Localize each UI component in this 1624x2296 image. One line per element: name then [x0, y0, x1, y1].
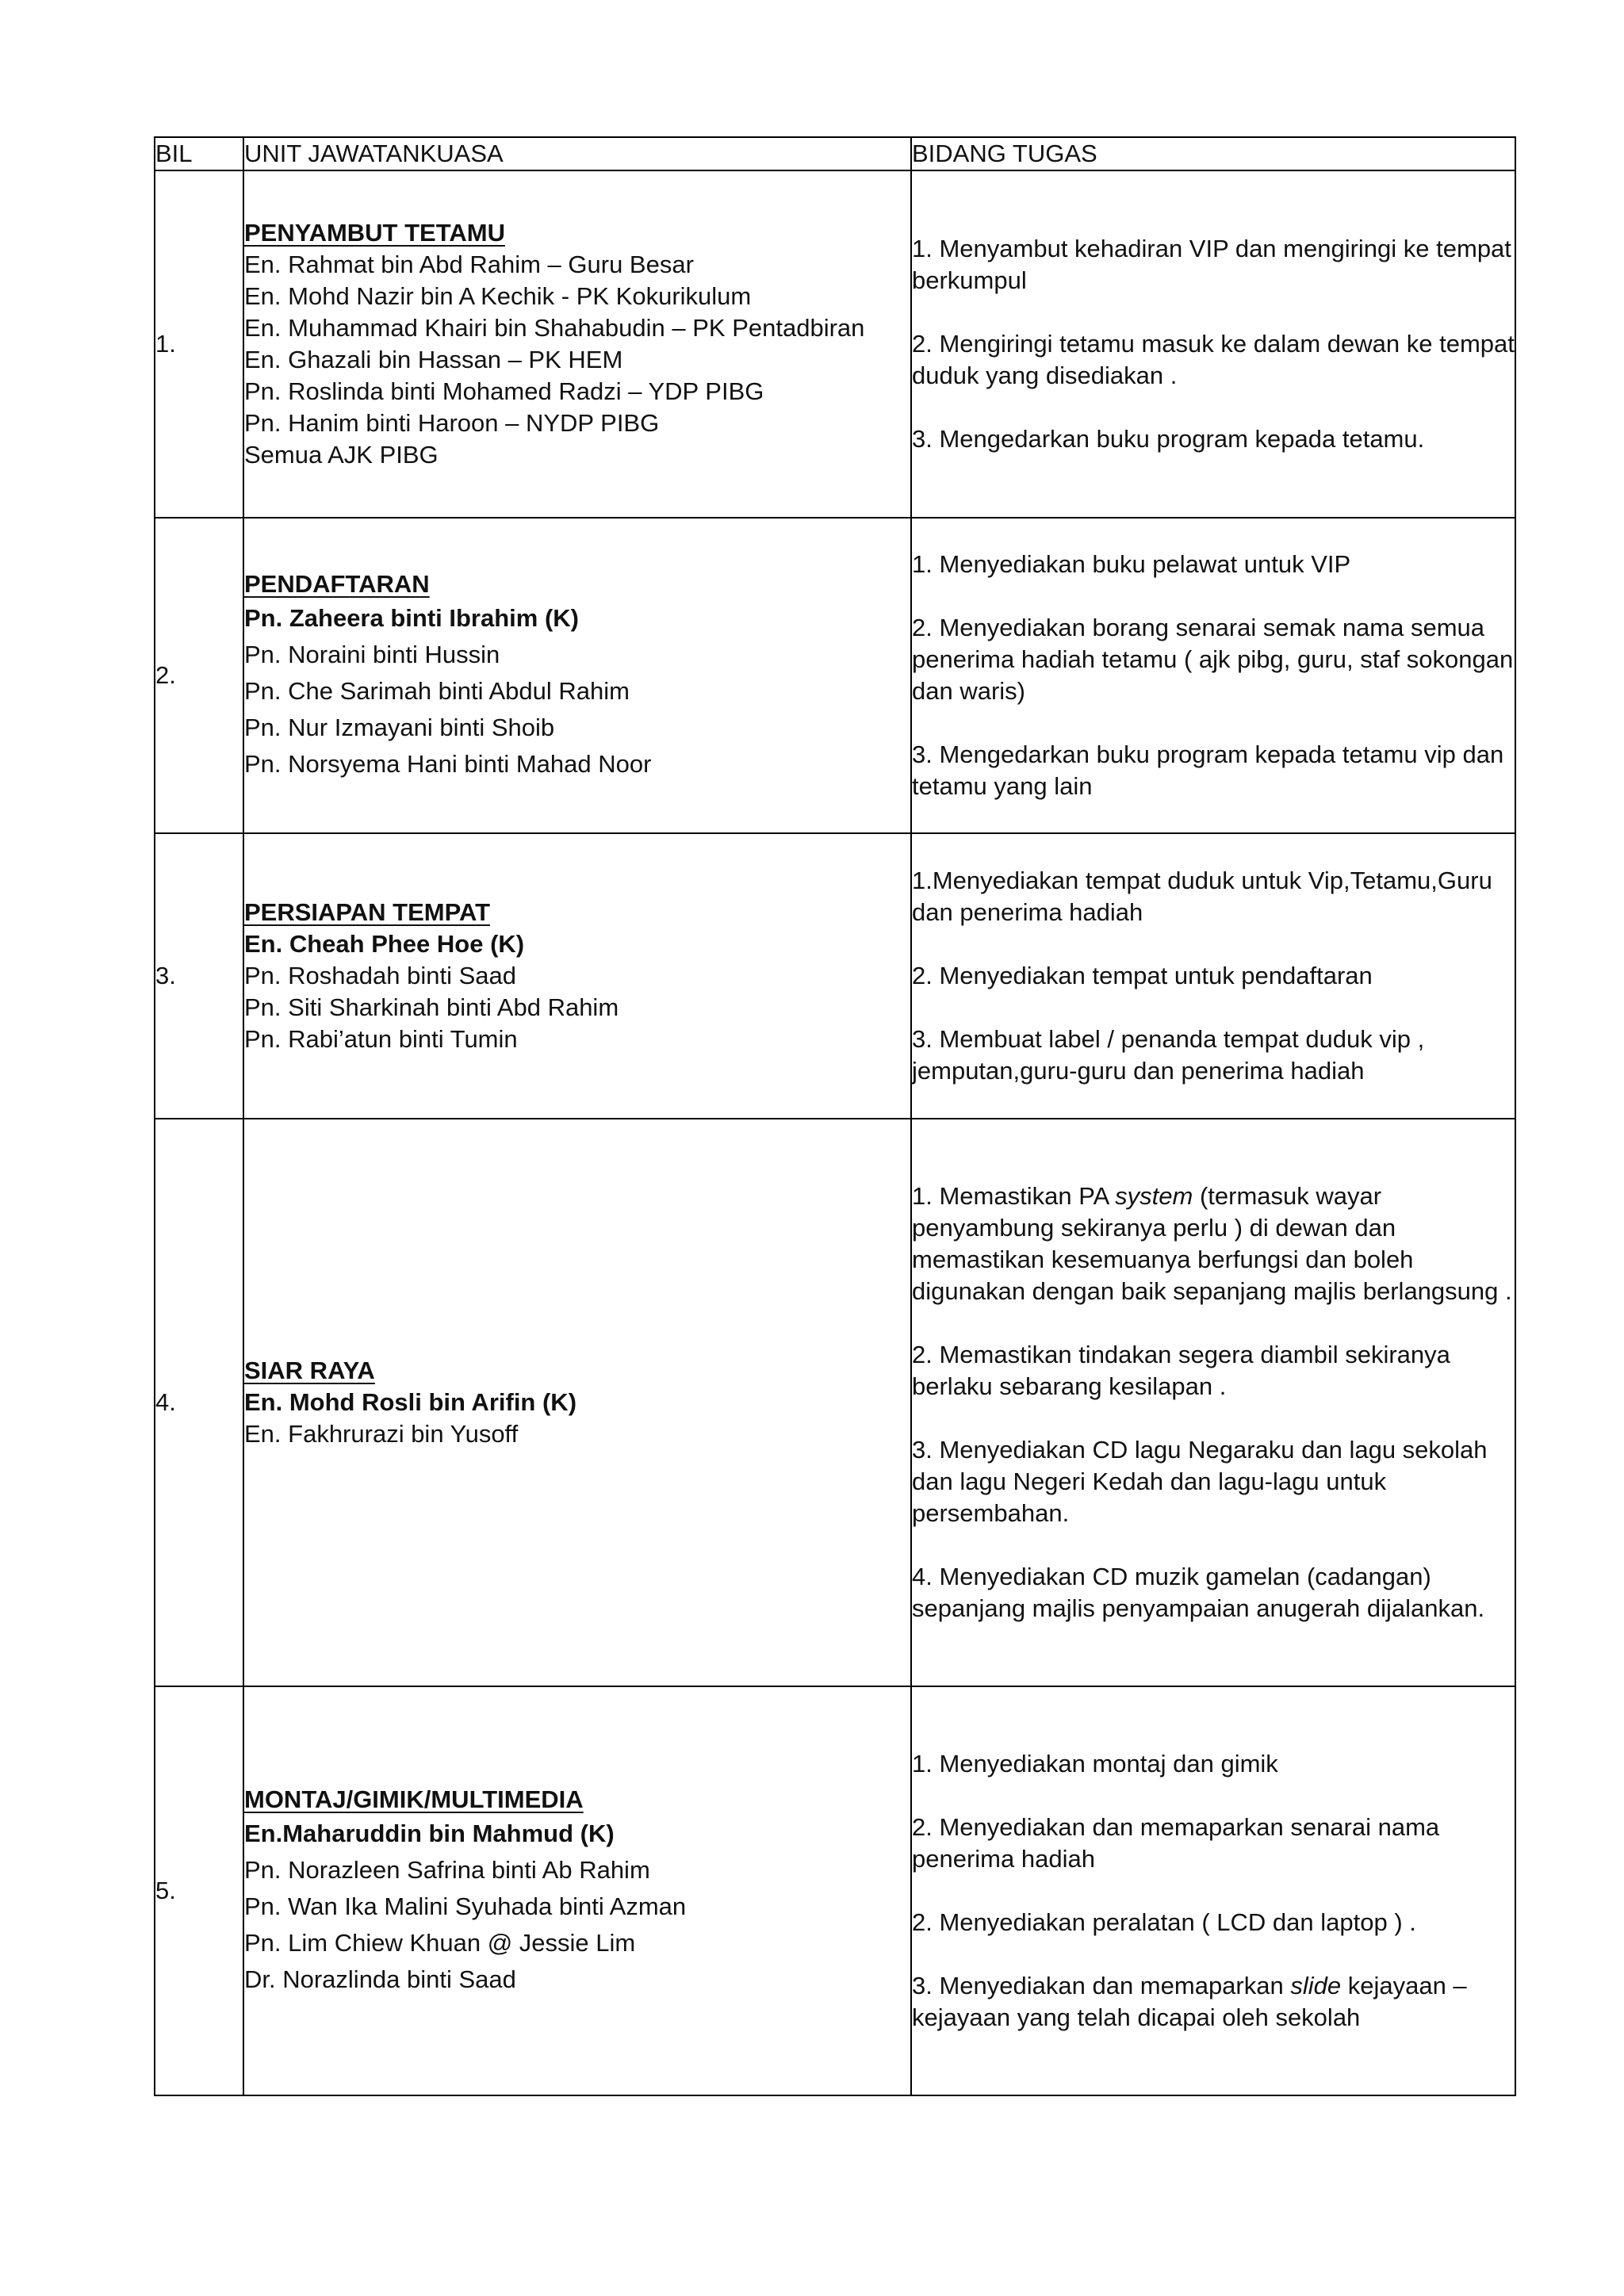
member: Pn. Lim Chiew Khuan @ Jessie Lim — [244, 1929, 636, 1957]
unit-cell — [243, 1119, 911, 1686]
header-tugas: BIDANG TUGAS — [911, 137, 1515, 170]
row-number: 5. — [155, 1686, 243, 2095]
member: Dr. Norazlinda binti Saad — [244, 1965, 516, 1993]
tasks-cell — [911, 833, 1515, 1119]
member: Pn. Hanim binti Haroon – NYDP PIBG — [244, 409, 660, 437]
unit-title: PENYAMBUT TETAMU — [244, 219, 505, 247]
task-item: 2. Menyediakan dan memaparkan senarai nama penerima hadiah — [912, 1813, 1440, 1873]
row-number: 3. — [155, 833, 243, 1119]
task-item: 1. Menyambut kehadiran VIP dan mengiringi ke tempat berkumpul — [912, 235, 1511, 294]
unit-cell — [243, 833, 911, 1119]
member: En. Muhammad Khairi bin Shahabudin – PK Pentadbiran — [244, 314, 865, 342]
member: Pn. Roslinda binti Mohamed Radzi – YDP PIBG — [244, 377, 764, 405]
tasks-cell — [911, 1119, 1515, 1686]
member: Pn. Nur Izmayani binti Shoib — [244, 714, 555, 741]
header-unit: UNIT JAWATANKUASA — [243, 137, 911, 170]
unit-cell — [243, 170, 911, 518]
task-item: 2. Mengiringi tetamu masuk ke dalam dewan ke tempat duduk yang disediakan . — [912, 330, 1515, 389]
unit-cell — [243, 1686, 911, 2095]
member: Pn. Norsyema Hani binti Mahad Noor — [244, 750, 652, 778]
task-item: 3. Menyediakan CD lagu Negaraku dan lagu sekolah dan lagu Negeri Kedah dan lagu-lagu untuk persembahan. — [912, 1436, 1488, 1527]
tasks-cell — [911, 1686, 1515, 2095]
task-item: 2. Menyediakan peralatan ( LCD dan laptop ) . — [912, 1908, 1416, 1936]
task-text: 3. Menyediakan dan memaparkan — [912, 1972, 1291, 1999]
row-number: 1. — [155, 170, 243, 518]
member: Pn. Noraini binti Hussin — [244, 641, 500, 668]
task-text: 1. Memastikan PA — [912, 1182, 1116, 1210]
member: En. Fakhrurazi bin Yusoff — [244, 1420, 519, 1448]
member: Semua AJK PIBG — [244, 441, 439, 469]
member: En. Mohd Nazir bin A Kechik - PK Kokurikulum — [244, 282, 752, 310]
task-text: kejayaan –kejayaan yang telah dicapai oleh sekolah — [912, 1972, 1467, 2031]
committee-table — [154, 136, 1516, 2096]
task-item — [912, 1970, 1515, 2034]
unit-leader: En.Maharuddin bin Mahmud (K) — [244, 1820, 615, 1847]
table-row — [155, 1119, 1515, 1686]
task-item: 1. Menyediakan buku pelawat untuk VIP — [912, 550, 1351, 578]
task-item: 4. Menyediakan CD muzik gamelan (cadangan) sepanjang majlis penyampaian anugerah dijalankan. — [912, 1563, 1485, 1622]
row-number: 2. — [155, 518, 243, 833]
tasks-cell — [911, 170, 1515, 518]
task-item — [912, 1181, 1515, 1307]
member: Pn. Norazleen Safrina binti Ab Rahim — [244, 1856, 650, 1884]
table-row — [155, 518, 1515, 833]
unit-title: SIAR RAYA — [244, 1357, 375, 1384]
table-row — [155, 833, 1515, 1119]
unit-title: PENDAFTARAN — [244, 570, 430, 598]
task-item: 3. Mengedarkan buku program kepada tetamu. — [912, 425, 1425, 453]
row-number: 4. — [155, 1119, 243, 1686]
task-item: 2. Memastikan tindakan segera diambil sekiranya berlaku sebarang kesilapan . — [912, 1341, 1450, 1400]
unit-title: MONTAJ/GIMIK/MULTIMEDIA — [244, 1785, 584, 1813]
tasks-cell — [911, 518, 1515, 833]
unit-leader: Pn. Zaheera binti Ibrahim (K) — [244, 604, 579, 632]
member: En. Rahmat bin Abd Rahim – Guru Besar — [244, 251, 694, 278]
task-item: 1. Menyediakan montaj dan gimik — [912, 1750, 1278, 1777]
task-item: 2. Menyediakan tempat untuk pendaftaran — [912, 962, 1373, 989]
unit-leader: En. Cheah Phee Hoe (K) — [244, 930, 525, 958]
unit-title: PERSIAPAN TEMPAT — [244, 898, 491, 926]
task-item: 3. Membuat label / penanda tempat duduk vip , jemputan,guru-guru dan penerima hadiah — [912, 1025, 1425, 1085]
table-header-row — [155, 137, 1515, 170]
unit-leader: En. Mohd Rosli bin Arifin (K) — [244, 1388, 577, 1416]
task-text: (termasuk wayar penyambung sekiranya perlu ) di dewan dan memastikan kesemuanya berfungsi dan boleh digunakan dengan baik sepanjang majlis berlangsung . — [912, 1182, 1512, 1305]
task-text-italic: system — [1115, 1182, 1193, 1210]
member: Pn. Rabi’atun binti Tumin — [244, 1025, 518, 1053]
member: En. Ghazali bin Hassan – PK HEM — [244, 346, 623, 373]
task-item: 3. Mengedarkan buku program kepada tetamu vip dan tetamu yang lain — [912, 740, 1504, 800]
member: Pn. Siti Sharkinah binti Abd Rahim — [244, 993, 619, 1021]
task-text-italic: slide — [1290, 1972, 1342, 1999]
task-item: 1.Menyediakan tempat duduk untuk Vip,Tetamu,Guru dan penerima hadiah — [912, 867, 1492, 926]
member: Pn. Roshadah binti Saad — [244, 962, 516, 989]
member: Pn. Che Sarimah binti Abdul Rahim — [244, 677, 630, 705]
table-row — [155, 170, 1515, 518]
header-bil: BIL — [155, 137, 243, 170]
table-row — [155, 1686, 1515, 2095]
member: Pn. Wan Ika Malini Syuhada binti Azman — [244, 1892, 687, 1920]
task-item: 2. Menyediakan borang senarai semak nama semua penerima hadiah tetamu ( ajk pibg, guru, staf sokongan dan waris) — [912, 614, 1514, 705]
unit-cell — [243, 518, 911, 833]
